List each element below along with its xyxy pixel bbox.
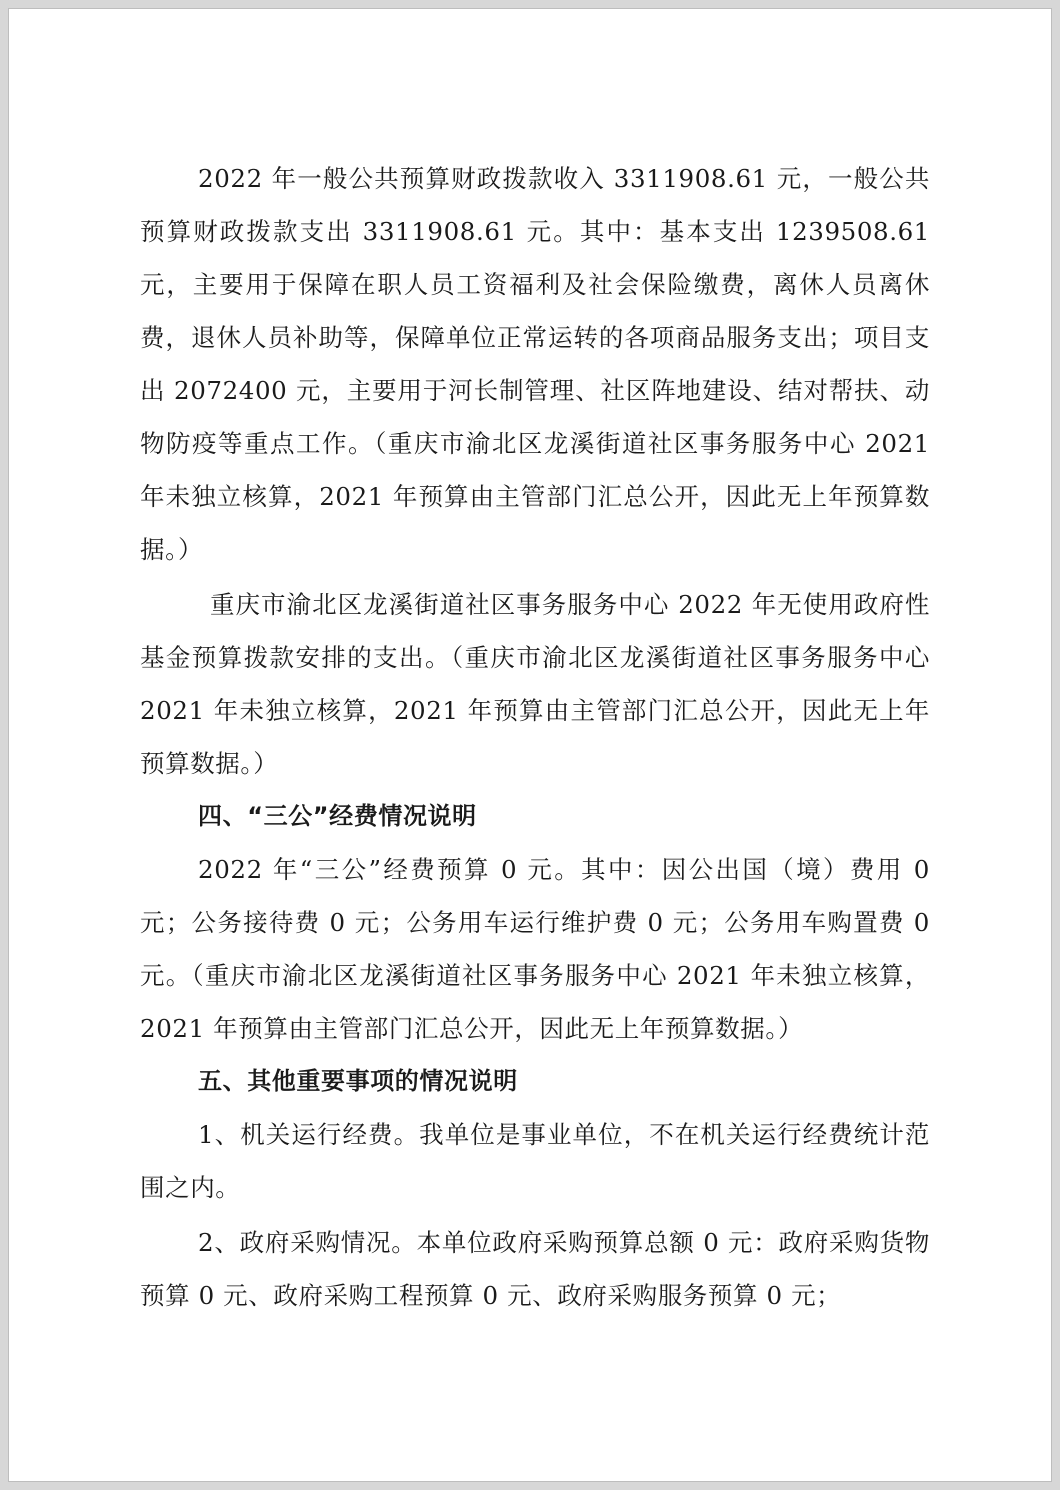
section-heading-three-public: 四、“三公”经费情况说明	[198, 802, 477, 830]
paragraph-general-budget: 2022 年一般公共预算财政拨款收入 3311908.61 元，一般公共预算财政拨款支出 3311908.61 元。其中：基本支出 1239508.61 元，主要用于保障在职人员工资福利及社会保险缴费，离休人员离休费，退休人员补助等，保障单位正常运转的各项商品服务支出；项目支出 2072400 元，主要用于河长制管理、社区阵地建设、结对帮扶、动物防疫等重点工作。（重庆市渝北区龙溪街道社区事务服务中心 2021 年未独立核算，2021 年预算由主管部门汇总公开，因此无上年预算数据。）	[140, 164, 930, 564]
document-page	[8, 8, 1052, 1482]
document-body	[140, 152, 930, 1322]
paragraph-three-public-expenses: 2022 年“三公”经费预算 0 元。其中：因公出国（境）费用 0 元；公务接待费 0 元；公务用车运行维护费 0 元；公务用车购置费 0 元。（重庆市渝北区龙溪街道社区事务服务中心 2021 年未独立核算，2021 年预算由主管部门汇总公开，因此无上年预算数据。）	[140, 855, 930, 1043]
section-heading-other-matters: 五、其他重要事项的情况说明	[198, 1067, 518, 1095]
paragraph-government-fund: 重庆市渝北区龙溪街道社区事务服务中心 2022 年无使用政府性基金预算拨款安排的支出。（重庆市渝北区龙溪街道社区事务服务中心 2021 年未独立核算，2021 年预算由主管部门汇总公开，因此无上年预算数据。）	[140, 590, 930, 778]
paragraph-operating-expenses: 1、机关运行经费。我单位是事业单位，不在机关运行经费统计范围之内。	[140, 1120, 930, 1202]
paragraph-government-procurement: 2、政府采购情况。本单位政府采购预算总额 0 元：政府采购货物预算 0 元、政府采购工程预算 0 元、政府采购服务预算 0 元；	[140, 1228, 930, 1310]
